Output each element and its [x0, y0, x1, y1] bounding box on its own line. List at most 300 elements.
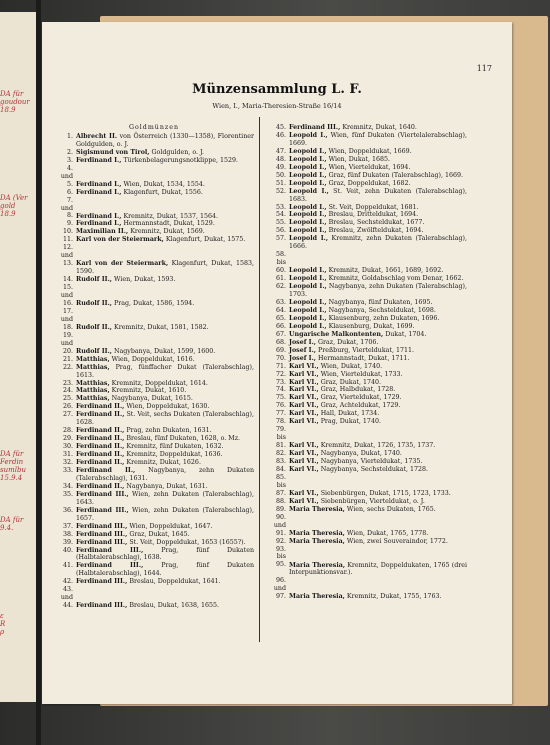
catalog-entry: [54, 197, 254, 221]
entry-description: Kremnitz, Dukat, 1726, 1735, 1737.: [320, 442, 436, 450]
entry-ruler: Ferdinand III.,: [76, 506, 129, 514]
page-number: 117: [476, 64, 492, 73]
catalog-entry: [54, 435, 254, 443]
entry-description: St. Veit, Doppeldukat, 1653 (1655?).: [129, 538, 246, 546]
catalog-entry: [267, 331, 467, 339]
entry-number: 85. bis 87.: [275, 473, 286, 497]
entry-description: Graz, Vierteldukat, 1729.: [320, 394, 402, 402]
catalog-entry: [267, 402, 467, 410]
entry-ruler: Ferdinand II.,: [76, 443, 125, 451]
catalog-entry: [54, 547, 254, 563]
entry-ruler: Leopold I.,: [289, 179, 327, 187]
catalog-entry: [54, 189, 254, 197]
catalog-entry: [267, 474, 467, 498]
entry-number: 41.: [62, 562, 73, 570]
entry-description: Graz, Halbdukat, 1728.: [320, 386, 396, 394]
entry-ruler: Karl VI.,: [289, 370, 319, 378]
entry-description: Wien, Vierteldukat, 1733.: [320, 370, 403, 378]
entry-description: Prag, fünf Dukaten (Halbtalerabschlag), 1638.: [76, 546, 254, 562]
entry-ruler: Maximilian II.,: [76, 228, 129, 236]
handwritten-margin-note: DA für Ferdin sumlbu 15.9.4: [0, 450, 26, 482]
entry-number: 25.: [62, 395, 73, 403]
catalog-entry: [267, 204, 467, 212]
entry-number: 36.: [62, 506, 73, 514]
entry-number: 70.: [275, 354, 286, 362]
entry-ruler: Karl VI.,: [289, 418, 319, 426]
entry-number: 72.: [275, 370, 286, 378]
entry-description: St. Veit, Doppeldukat, 1681.: [328, 203, 419, 211]
catalog-entry: [267, 363, 467, 371]
entry-ruler: Karl VI.,: [289, 497, 319, 505]
entry-ruler: Karl VI.,: [289, 465, 319, 473]
entry-number: 35.: [62, 490, 73, 498]
entry-description: Graz, fünf Dukaten (Talerabschlag), 1669.: [328, 171, 464, 179]
catalog-entry: [54, 308, 254, 332]
entry-ruler: Ferdinand III.,: [76, 490, 129, 498]
entry-number: 4. und 5.: [60, 164, 73, 188]
entry-number: 2.: [66, 148, 73, 156]
catalog-entry: [267, 156, 467, 164]
entry-ruler: Leopold I.,: [289, 171, 327, 179]
entry-number: 48.: [275, 155, 286, 163]
catalog-entry: [54, 387, 254, 395]
entry-ruler: Maria Theresia,: [289, 593, 345, 601]
handwritten-margin-note: ε R ρ: [0, 612, 6, 636]
entry-description: Dukat, 1704.: [385, 330, 427, 338]
entry-number: 57.: [275, 235, 286, 243]
entry-description: Nagybanya, zehn Dukaten (Talerabschlag), 1703.: [289, 283, 467, 299]
entry-ruler: Leopold I.,: [289, 163, 327, 171]
entry-ruler: Ferdinand II.,: [76, 411, 125, 419]
entry-number: 66.: [275, 322, 286, 330]
entry-description: Nagybanya, Dukat, 1599, 1600.: [114, 347, 216, 355]
catalog-entry: [54, 562, 254, 578]
entry-description: Kremnitz, Doppeldukaten, 1765 (drei Interpunktionsvar.).: [289, 561, 467, 577]
catalog-entry: [267, 371, 467, 379]
entry-description: Kremnitz, Dukat, 1569.: [130, 228, 205, 236]
entry-number: 14.: [62, 276, 73, 284]
entry-description: Nagybanya, Vierteldukat, 1735.: [320, 458, 423, 466]
entry-number: 61.: [275, 275, 286, 283]
entry-ruler: Leopold I.,: [289, 322, 327, 330]
entry-description: Kremnitz, Dukat, 1626.: [126, 459, 201, 467]
entry-description: Nagybanya, zehn Dukaten (Talerabschlag), 1631.: [76, 466, 254, 482]
catalog-entry: [267, 514, 467, 538]
entry-number: 37.: [62, 522, 73, 530]
catalog-entry: [267, 211, 467, 219]
entry-number: 68.: [275, 338, 286, 346]
entry-ruler: Leopold I.,: [289, 275, 327, 283]
entry-ruler: Leopold I.,: [289, 219, 327, 227]
catalog-entry: [54, 356, 254, 364]
catalog-entry: [267, 148, 467, 156]
catalog-entry: [267, 466, 467, 474]
catalog-entry: [267, 450, 467, 458]
entry-number: 26.: [62, 403, 73, 411]
entry-number: 55.: [275, 219, 286, 227]
catalog-entry: [54, 507, 254, 523]
entry-ruler: Matthias,: [76, 379, 110, 387]
entry-description: Wien, zehn Dukaten (Talerabschlag), 1643.: [76, 490, 254, 506]
entry-ruler: Albrecht II.: [76, 132, 118, 140]
entry-number: 46.: [275, 131, 286, 139]
entry-description: von Österreich (1330—1358), Florentiner Goldgulden, o. J.: [76, 132, 254, 148]
entry-description: Kremnitz, Dukat, 1610.: [111, 387, 187, 395]
entry-ruler: Matthias,: [76, 355, 110, 363]
entry-ruler: Ungarische Malkontenten,: [289, 330, 384, 338]
entry-ruler: Ferdinand III.,: [76, 538, 128, 546]
entry-description: Klagenfurt, Dukat, 1583, 1590.: [76, 260, 255, 276]
entry-ruler: Leopold I.,: [289, 155, 327, 163]
entry-description: Hall, Dukat, 1734.: [320, 410, 380, 418]
entry-description: Kremnitz, zehn Dukaten (Talerabschlag), 1666.: [289, 235, 467, 251]
entry-number: 47.: [275, 147, 286, 155]
book-spine: [36, 0, 41, 745]
entry-description: Wien, Doppeldukat, 1616.: [111, 355, 195, 363]
catalog-entry: [267, 188, 467, 204]
entry-ruler: Ferdinand II.,: [76, 427, 125, 435]
entry-number: 49.: [275, 163, 286, 171]
entry-number: 77.: [275, 410, 286, 418]
entry-ruler: Ferdinand I.,: [76, 220, 122, 228]
catalog-entry: [54, 236, 254, 244]
entry-description: Siebenbürgen, Dukat, 1715, 1723, 1733.: [320, 489, 451, 497]
entry-number: 23.: [62, 379, 73, 387]
catalog-entry: [267, 339, 467, 347]
entry-number: 43. und 44.: [60, 586, 73, 610]
entry-number: 50.: [275, 171, 286, 179]
document-page: [42, 22, 512, 704]
entry-ruler: Ferdinand III.,: [76, 546, 144, 554]
entry-ruler: Matthias,: [76, 387, 110, 395]
entry-number: 28.: [62, 427, 73, 435]
entry-ruler: Leopold I.,: [289, 187, 329, 195]
catalog-entry: [54, 149, 254, 157]
catalog-entry: [54, 483, 254, 491]
catalog-entry: [54, 165, 254, 189]
entry-description: Prag, zehn Dukaten, 1631.: [126, 427, 212, 435]
entry-number: 93. bis 95.: [275, 545, 286, 569]
catalog-entry: [54, 380, 254, 388]
catalog-entry: [267, 132, 467, 148]
left-page-margin: [0, 12, 39, 702]
catalog-entry: [267, 538, 467, 546]
catalog-entry: [54, 467, 254, 483]
catalog-entry: [267, 219, 467, 227]
handwritten-margin-note: DA (Ver gold 18.9: [0, 194, 28, 218]
catalog-entry: [54, 244, 254, 276]
entry-ruler: Karl von der Steiermark,: [76, 260, 169, 268]
entry-number: 56.: [275, 227, 286, 235]
page-subtitle: Wien, I., Maria-Theresien-Straße 16/14: [212, 102, 342, 110]
entry-number: 75.: [275, 394, 286, 402]
entry-ruler: Ferdinand III.,: [76, 602, 128, 610]
entry-description: Breslau, Dukat, 1638, 1655.: [129, 602, 220, 610]
entry-number: 78.: [275, 418, 286, 426]
entry-description: Nagybanya, fünf Dukaten, 1695.: [328, 298, 433, 306]
entry-description: Wien, Doppeldukat, 1669.: [328, 147, 412, 155]
entry-ruler: Rudolf II.,: [76, 347, 112, 355]
entry-ruler: Maria Theresia,: [289, 505, 345, 513]
entry-description: Prag, Dukat, 1740.: [320, 418, 381, 426]
entry-number: 45.: [275, 124, 286, 131]
entry-ruler: Josef I.,: [289, 346, 316, 354]
entry-number: 34.: [62, 482, 73, 490]
entry-number: 42.: [62, 578, 73, 586]
catalog-entry: [267, 164, 467, 172]
entry-description: Breslau, Dritteldukat, 1694.: [328, 211, 419, 219]
entry-description: Siebenbürgen, Vierteldukat, o. J.: [320, 497, 425, 505]
catalog-entry: [54, 276, 254, 284]
entry-ruler: Leopold I.,: [289, 211, 327, 219]
entry-ruler: Leopold I.,: [289, 147, 327, 155]
entry-ruler: Josef I.,: [289, 354, 316, 362]
entry-number: 64.: [275, 306, 286, 314]
entry-number: 96. und 97.: [273, 577, 286, 601]
entry-ruler: Leopold I.,: [289, 298, 327, 306]
handwritten-margin-note: DA für goudour 18.9: [0, 90, 30, 114]
catalog-entry: [54, 443, 254, 451]
catalog-entry: [267, 172, 467, 180]
catalog-entry: [54, 364, 254, 380]
entry-number: 31.: [62, 451, 73, 459]
entry-ruler: Ferdinand III.,: [76, 578, 128, 586]
entry-number: 1.: [66, 132, 73, 140]
entry-ruler: Rudolf II.,: [76, 276, 112, 284]
entry-ruler: Ferdinand III.,: [76, 562, 144, 570]
catalog-entry: [267, 386, 467, 394]
entry-description: Kremnitz, Dukat, 1661, 1689, 1692.: [328, 267, 444, 275]
entry-description: Nagybanya, Dukat, 1631.: [126, 482, 208, 490]
entry-number: 10.: [62, 228, 73, 236]
entry-number: 82.: [275, 450, 286, 458]
entry-description: Wien, zehn Dukaten (Talerabschlag), 1657.: [76, 506, 254, 522]
entry-number: 9.: [66, 220, 73, 228]
entry-number: 62.: [275, 283, 286, 291]
entry-description: Hermannstadt, Dukat, 1711.: [317, 354, 410, 362]
left-column: [54, 124, 254, 610]
entry-number: 92.: [275, 537, 286, 545]
entry-ruler: Leopold I.,: [289, 267, 327, 275]
entry-description: Nagybanya, Sechsteldukat, 1728.: [320, 465, 429, 473]
entry-number: 29.: [62, 435, 73, 443]
entry-ruler: Matthias,: [76, 395, 110, 403]
entry-description: St. Veit, sechs Dukaten (Talerabschlag), 1628.: [76, 411, 254, 427]
entry-description: Wien, Dukat, 1685.: [328, 155, 390, 163]
entry-description: Prag, fünffacher Dukat (Talerabschlag), 1613.: [76, 363, 254, 379]
entry-ruler: Ferdinand II.,: [76, 459, 125, 467]
entry-description: Nagybanya, Sechsteldukat, 1698.: [328, 306, 436, 314]
entry-description: Breslau, Zwölfteldukat, 1694.: [328, 227, 424, 235]
catalog-entry: [267, 235, 467, 251]
entry-ruler: Sigismund von Tirol,: [76, 148, 150, 156]
catalog-entry: [54, 451, 254, 459]
entry-ruler: Karl VI.,: [289, 450, 319, 458]
entry-description: Wien, Dukat, 1740.: [320, 362, 383, 370]
entry-description: Hermannstadt, Dukat, 1529.: [123, 220, 215, 228]
catalog-entry: [267, 458, 467, 466]
entry-description: Graz, Doppeldukat, 1682.: [328, 179, 411, 187]
entry-ruler: Ferdinand II.,: [76, 435, 125, 443]
catalog-entry: [267, 394, 467, 402]
entry-description: Kremnitz, Goldabschlag vom Denar, 1662.: [328, 275, 464, 283]
entry-number: 71.: [275, 362, 286, 370]
entry-description: Graz, Achteldukat, 1729.: [320, 402, 401, 410]
entry-description: Preßburg, Vierteldukat, 1711.: [317, 346, 414, 354]
entry-ruler: Ferdinand I.,: [76, 156, 122, 164]
catalog-entry: [54, 578, 254, 586]
catalog-entry: [54, 403, 254, 411]
entry-ruler: Karl VI.,: [289, 394, 319, 402]
entry-ruler: Karl VI.,: [289, 442, 319, 450]
catalog-entry: [267, 498, 467, 506]
entry-description: Wien, Dukat, 1765, 1778.: [346, 529, 429, 537]
entry-number: 22.: [62, 363, 73, 371]
entry-description: Türkenbelagerungsnotklippe, 1529.: [123, 156, 239, 164]
entry-description: Klagenfurt, Dukat, 1575.: [165, 236, 246, 244]
catalog-entry: [54, 586, 254, 610]
catalog-entry: [267, 283, 467, 299]
catalog-entry: [54, 459, 254, 467]
entry-ruler: Maria Theresia,: [289, 537, 345, 545]
catalog-entry: [54, 539, 254, 547]
entry-ruler: Karl von der Steiermark,: [76, 236, 164, 244]
catalog-entry: [267, 418, 467, 426]
catalog-entry: [54, 395, 254, 403]
catalog-entry: [267, 577, 467, 601]
catalog-entry: [267, 299, 467, 307]
entry-description: Wien, zwei Souveraindor, 1772.: [346, 537, 448, 545]
page-title: Münzensammlung L. F.: [192, 82, 362, 97]
entry-description: Nagybanya, Dukat, 1740.: [320, 450, 402, 458]
entry-ruler: Ferdinand II.,: [76, 466, 136, 474]
entry-description: Kremnitz, Dukat, 1537, 1564.: [123, 212, 219, 220]
catalog-entry: [54, 332, 254, 356]
entry-description: Wien, sechs Dukaten, 1765.: [346, 505, 436, 513]
catalog-entry: [54, 133, 254, 149]
entry-number: 19. und 20.: [60, 331, 73, 355]
section-heading: Goldmünzen: [128, 124, 180, 131]
entry-number: 88.: [275, 497, 286, 505]
catalog-entry: [54, 220, 254, 228]
entry-number: 79. bis 81.: [275, 426, 286, 450]
entry-number: 7. und 8.: [60, 196, 73, 220]
entry-ruler: Rudolf II.,: [76, 299, 112, 307]
entry-number: 12. und 13.: [60, 244, 73, 268]
entry-description: Kremnitz, Doppeldukat, 1636.: [126, 451, 223, 459]
catalog-entry: [267, 180, 467, 188]
entry-description: Breslau, Doppeldukat, 1641.: [129, 578, 221, 586]
entry-number: 15. und 16.: [60, 284, 73, 307]
catalog-entry: [267, 307, 467, 315]
entry-number: 76.: [275, 402, 286, 410]
entry-ruler: Karl VI.,: [289, 458, 319, 466]
entry-number: 54.: [275, 211, 286, 219]
entry-number: 3.: [66, 156, 73, 164]
entry-description: Graz, Dukat, 1645.: [129, 530, 190, 538]
catalog-entry: [267, 379, 467, 387]
entry-description: Kremnitz, Dukat, 1640.: [342, 124, 417, 131]
entry-number: 40.: [62, 546, 73, 554]
entry-description: Kremnitz, Doppeldukat, 1614.: [111, 379, 208, 387]
entry-description: Graz, Dukat, 1740.: [320, 378, 382, 386]
entry-ruler: Karl VI.,: [289, 402, 319, 410]
entry-ruler: Maria Theresia,: [289, 561, 346, 569]
entry-number: 21.: [62, 355, 73, 363]
entry-description: Klagenfurt, Dukat, 1556.: [123, 188, 203, 196]
catalog-entry: [54, 523, 254, 531]
entry-ruler: Ferdinand I.,: [76, 212, 122, 220]
entry-description: Wien, Dukat, 1593.: [114, 276, 176, 284]
entry-ruler: Leopold I.,: [289, 306, 327, 314]
entry-ruler: Ferdinand III.,: [76, 530, 128, 538]
entry-number: 89.: [275, 505, 286, 513]
catalog-entry: [267, 124, 467, 132]
entry-number: 73.: [275, 378, 286, 386]
catalog-entry: [267, 355, 467, 363]
catalog-entry: [267, 410, 467, 418]
entry-number: 30.: [62, 443, 73, 451]
catalog-entry: [54, 411, 254, 427]
catalog-entry: [267, 275, 467, 283]
handwritten-margin-note: DA für 9.4.: [0, 516, 24, 532]
entry-number: 33.: [62, 466, 73, 474]
entry-number: 6.: [66, 188, 73, 196]
catalog-entry: [54, 491, 254, 507]
entry-ruler: Matthias,: [76, 363, 110, 371]
entry-ruler: Leopold I.,: [289, 203, 327, 211]
entry-ruler: Ferdinand I.,: [76, 188, 122, 196]
entry-number: 27.: [62, 411, 73, 419]
entry-ruler: Leopold I.,: [289, 227, 327, 235]
entry-ruler: Josef I.,: [289, 338, 316, 346]
entry-description: Klausenburg, zehn Dukaten, 1696.: [328, 314, 440, 322]
entry-ruler: Ferdinand III.,: [76, 522, 128, 530]
entry-description: Kremnitz, Dukat, 1581, 1582.: [114, 323, 209, 331]
entry-number: 58. bis 60.: [275, 251, 286, 275]
entry-ruler: Ferdinand II.,: [76, 403, 125, 411]
entry-number: 32.: [62, 459, 73, 467]
entry-ruler: Leopold I.,: [289, 314, 327, 322]
entry-number: 74.: [275, 386, 286, 394]
entry-number: 84.: [275, 465, 286, 473]
entry-ruler: Rudolf II.,: [76, 323, 112, 331]
catalog-entry: [54, 157, 254, 165]
entry-ruler: Karl VI.,: [289, 378, 319, 386]
catalog-entry: [54, 284, 254, 308]
entry-ruler: Karl VI.,: [289, 410, 319, 418]
entry-number: 63.: [275, 298, 286, 306]
entry-description: Kremnitz, fünf Dukaten, 1632.: [126, 443, 224, 451]
entry-ruler: Leopold I.,: [289, 235, 329, 243]
entry-number: 65.: [275, 314, 286, 322]
catalog-entry: [267, 227, 467, 235]
entry-description: Breslau, Sechsteldukat, 1677.: [328, 219, 425, 227]
entry-description: Wien, fünf Dukaten (Viertelalerabschlag), 1669.: [289, 131, 467, 147]
catalog-entry: [267, 251, 467, 275]
entry-ruler: Karl VI.,: [289, 489, 319, 497]
entry-number: 24.: [62, 387, 73, 395]
catalog-entry: [267, 546, 467, 578]
entry-ruler: Leopold I.,: [289, 283, 327, 291]
entry-ruler: Karl VI.,: [289, 362, 319, 370]
catalog-entry: [267, 323, 467, 331]
entry-number: 67.: [275, 330, 286, 338]
entry-number: 69.: [275, 346, 286, 354]
entry-description: St. Veit, zehn Dukaten (Talerabschlag), 1683.: [289, 187, 467, 203]
catalog-entry: [267, 315, 467, 323]
entry-number: 52.: [275, 187, 286, 195]
